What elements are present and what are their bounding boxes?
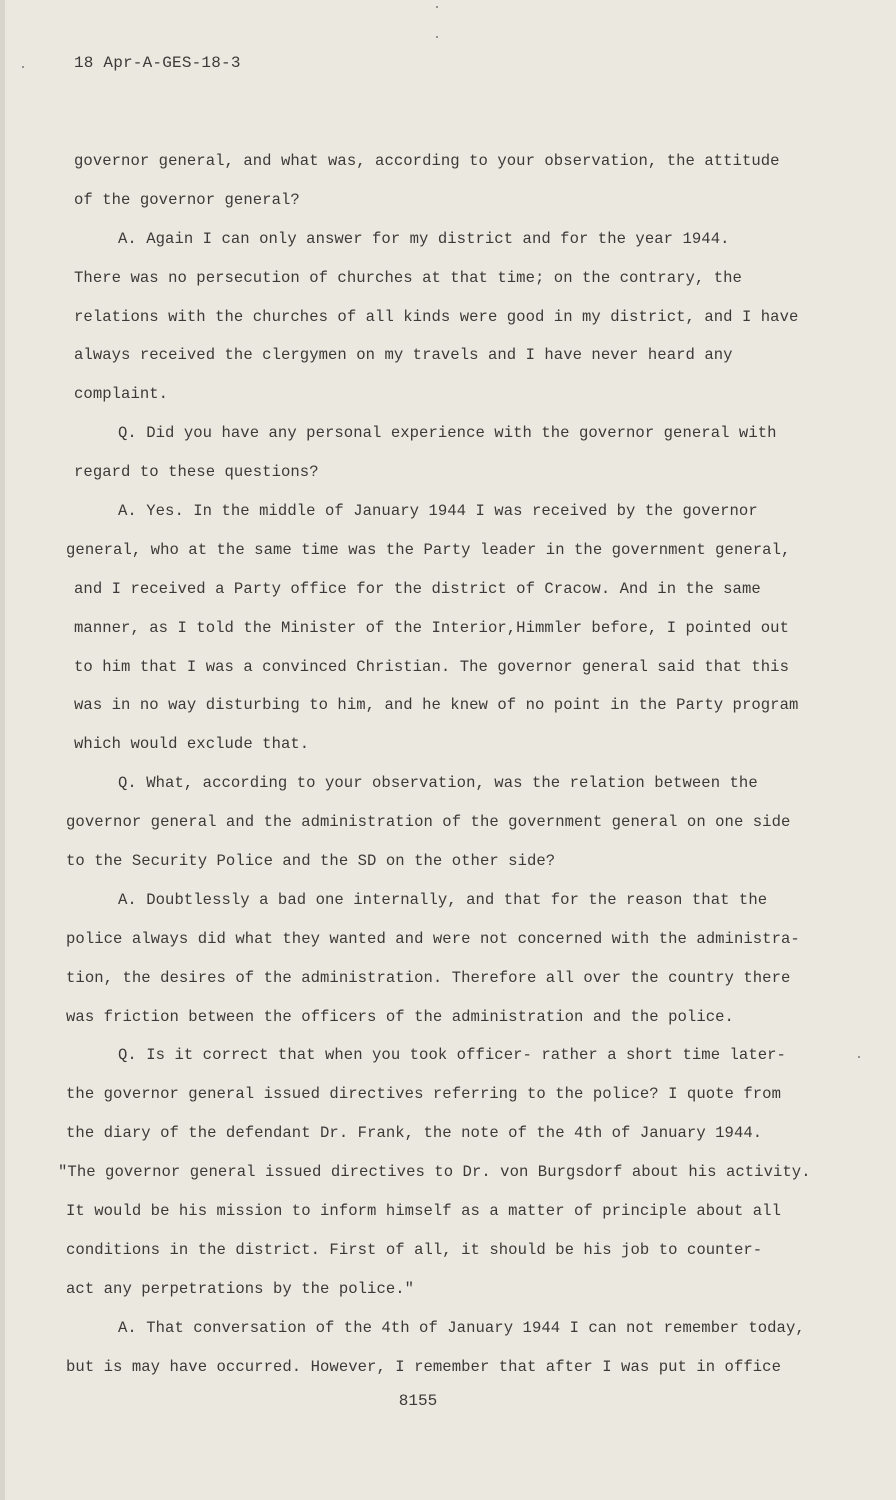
text-line: Q. Is it correct that when you took officer- rather a short time later- bbox=[118, 1046, 786, 1065]
paper-speck bbox=[22, 66, 24, 68]
text-line: to him that I was a convinced Christian. The governor general said that this bbox=[74, 657, 789, 676]
text-line: but is may have occurred. However, I remember that after I was put in office bbox=[66, 1357, 781, 1376]
text-line: governor general, and what was, according to your observation, the attitude bbox=[74, 152, 780, 170]
text-line: and I received a Party office for the district of Cracow. And in the same bbox=[74, 579, 761, 598]
text-line: which would exclude that. bbox=[74, 735, 310, 754]
text-line: the governor general issued directives referring to the police? I quote from bbox=[66, 1085, 781, 1104]
text-line: Q. What, according to your observation, was the relation between the bbox=[118, 774, 758, 793]
paper-speck bbox=[436, 6, 438, 8]
page-number: 8155 bbox=[398, 1392, 438, 1410]
text-line: police always did what they wanted and were not concerned with the administra- bbox=[66, 929, 800, 948]
text-line: A. Doubtlessly a bad one internally, and that for the reason that the bbox=[118, 890, 768, 909]
text-line: complaint. bbox=[74, 385, 169, 404]
text-line: act any perpetrations by the police." bbox=[66, 1279, 415, 1298]
text-line: A. Yes. In the middle of January 1944 I was received by the governor bbox=[118, 502, 758, 521]
text-line: There was no persecution of churches at that time; on the contrary, the bbox=[74, 268, 742, 287]
text-line: It would be his mission to inform himself as a matter of principle about all bbox=[66, 1202, 781, 1221]
text-line: "The governor general issued directives to Dr. von Burgsdorf about his activity. bbox=[58, 1163, 811, 1182]
text-line: A. That conversation of the 4th of January 1944 I can not remember today, bbox=[118, 1318, 805, 1337]
text-line: to the Security Police and the SD on the other side? bbox=[66, 852, 556, 871]
paper-speck bbox=[436, 36, 438, 38]
text-line: governor general and the administration of the government general on one side bbox=[66, 813, 791, 832]
text-line: the diary of the defendant Dr. Frank, the note of the 4th of January 1944. bbox=[66, 1124, 763, 1143]
text-line: regard to these questions? bbox=[74, 463, 319, 482]
paper-speck bbox=[858, 1056, 860, 1058]
text-line: of the governor general? bbox=[74, 190, 300, 209]
document-reference: 18 Apr-A-GES-18-3 bbox=[74, 54, 241, 72]
text-line: manner, as I told the Minister of the Interior,Himmler before, I pointed out bbox=[74, 618, 789, 637]
text-line: conditions in the district. First of all, it should be his job to counter- bbox=[66, 1240, 763, 1259]
text-line: general, who at the same time was the Party leader in the government general, bbox=[66, 540, 791, 559]
text-line: was friction between the officers of the administration and the police. bbox=[66, 1007, 734, 1026]
text-line: relations with the churches of all kinds were good in my district, and I have bbox=[74, 307, 799, 326]
page-edge bbox=[0, 0, 5, 1500]
text-line: A. Again I can only answer for my district and for the year 1944. bbox=[118, 229, 730, 248]
text-line: always received the clergymen on my travels and I have never heard any bbox=[74, 346, 733, 365]
text-line: Q. Did you have any personal experience with the governor general with bbox=[118, 424, 777, 443]
transcript-body bbox=[58, 142, 836, 1387]
text-line: was in no way disturbing to him, and he knew of no point in the Party program bbox=[74, 696, 799, 715]
text-line: tion, the desires of the administration. Therefore all over the country there bbox=[66, 968, 791, 987]
